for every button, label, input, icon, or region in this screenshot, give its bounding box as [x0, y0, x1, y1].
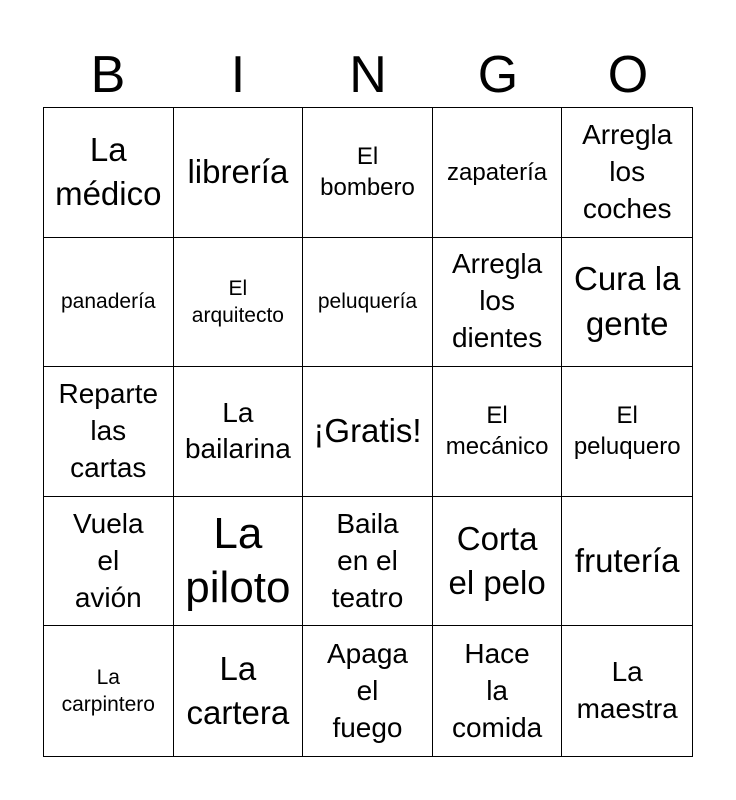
cell-text: La cartera [186, 649, 290, 732]
cell-text: La bailarina [184, 396, 291, 465]
free-space[interactable] [303, 367, 433, 497]
bingo-cell[interactable] [303, 626, 433, 756]
cell-text: Baila en el teatro [331, 507, 404, 613]
bingo-cell[interactable] [433, 238, 563, 368]
cell-text: La piloto [185, 509, 291, 613]
bingo-cell[interactable] [562, 626, 692, 756]
cell-text: Cura la gente [574, 260, 681, 342]
cell-text: El mecánico [445, 402, 549, 461]
bingo-cell[interactable] [44, 238, 174, 368]
cell-text: panadería [61, 290, 156, 314]
cell-text: La médico [55, 130, 162, 213]
cell-text: Apaga el fuego [327, 637, 408, 743]
cell-text: Vuela el avión [73, 507, 144, 613]
cell-text: zapatería [447, 158, 548, 186]
bingo-cell[interactable] [174, 626, 304, 756]
cell-text: Corta el pelo [448, 519, 546, 602]
header-letter-o: O [607, 46, 649, 104]
cell-text: Arregla los coches [582, 118, 673, 224]
bingo-cell[interactable] [562, 497, 692, 627]
bingo-cell[interactable] [44, 497, 174, 627]
bingo-cell[interactable] [433, 626, 563, 756]
header-letter-b: B [90, 46, 126, 104]
cell-text: peluquería [317, 290, 418, 314]
cell-text: El peluquero [573, 402, 681, 461]
bingo-cell[interactable] [303, 108, 433, 238]
cell-text: La carpintero [61, 665, 155, 717]
cell-text: El arquitecto [191, 276, 284, 327]
header-letter-g: G [477, 46, 519, 104]
header-letter-n: N [349, 46, 387, 104]
bingo-cell[interactable] [44, 626, 174, 756]
cell-text: El bombero [320, 143, 415, 202]
bingo-cell[interactable] [303, 238, 433, 368]
bingo-board [43, 107, 693, 757]
bingo-cell[interactable] [433, 497, 563, 627]
bingo-cell[interactable] [174, 238, 304, 368]
bingo-cell[interactable] [433, 108, 563, 238]
bingo-cell[interactable] [303, 497, 433, 627]
bingo-cell[interactable] [562, 108, 692, 238]
cell-text: La maestra [576, 656, 678, 725]
header-letter-i: I [230, 46, 246, 104]
bingo-cell[interactable] [44, 108, 174, 238]
bingo-cell[interactable] [174, 497, 304, 627]
cell-text: frutería [574, 541, 680, 579]
cell-text: Arregla los dientes [451, 248, 543, 354]
bingo-header [43, 42, 693, 108]
bingo-cell[interactable] [562, 238, 692, 368]
cell-text: ¡Gratis! [313, 412, 422, 450]
cell-text: Reparte las cartas [58, 378, 159, 483]
bingo-cell[interactable] [562, 367, 692, 497]
bingo-cell[interactable] [433, 367, 563, 497]
cell-text: librería [187, 153, 289, 191]
bingo-cell[interactable] [174, 367, 304, 497]
bingo-cell[interactable] [174, 108, 304, 238]
cell-text: Hace la comida [451, 637, 543, 743]
bingo-cell[interactable] [44, 367, 174, 497]
